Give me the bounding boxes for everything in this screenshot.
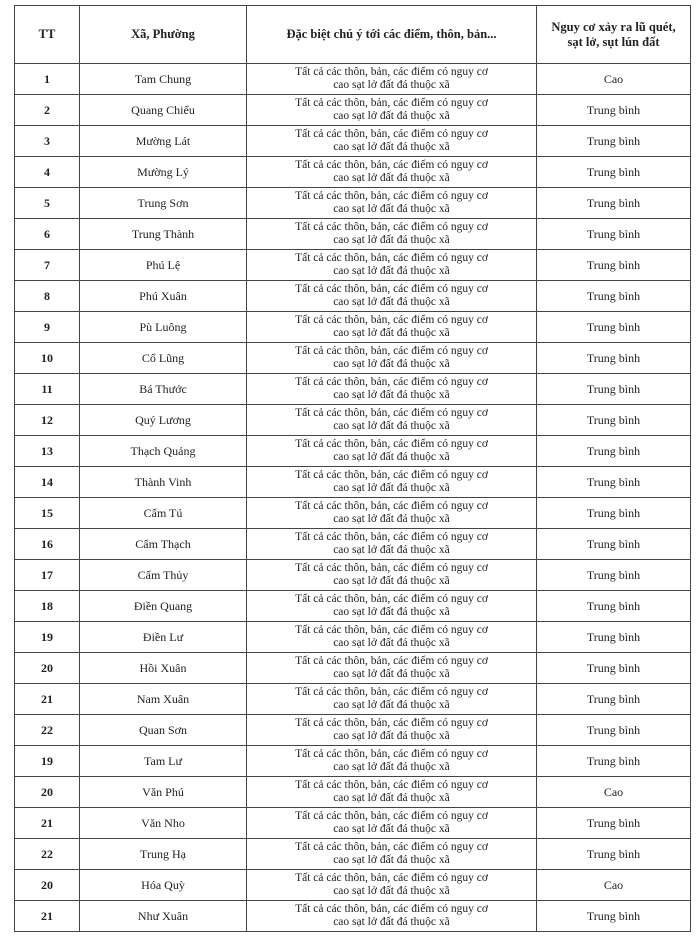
description-line-1: Tất cả các thôn, bản, các điểm có nguy cơ (295, 190, 488, 202)
commune-name: Như Xuân (80, 901, 247, 932)
row-number: 14 (15, 467, 80, 498)
row-description (247, 529, 537, 560)
description-line-2: cao sạt lở đất đá thuộc xã (333, 265, 450, 277)
commune-name: Trung Hạ (80, 839, 247, 870)
commune-name: Hồi Xuân (80, 653, 247, 684)
description-line-1: Tất cả các thôn, bản, các điểm có nguy cơ (295, 717, 488, 729)
commune-name: Mường Lý (80, 157, 247, 188)
risk-level: Trung bình (537, 808, 691, 839)
table-row (15, 591, 691, 622)
description-line-2: cao sạt lở đất đá thuộc xã (333, 358, 450, 370)
commune-name: Nam Xuân (80, 684, 247, 715)
description-line-2: cao sạt lở đất đá thuộc xã (333, 823, 450, 835)
risk-level: Trung bình (537, 219, 691, 250)
description-line-1: Tất cả các thôn, bản, các điểm có nguy cơ (295, 624, 488, 636)
commune-name: Thạch Quảng (80, 436, 247, 467)
table-row (15, 870, 691, 901)
description-line-2: cao sạt lở đất đá thuộc xã (333, 79, 450, 91)
description-line-2: cao sạt lở đất đá thuộc xã (333, 482, 450, 494)
risk-level: Trung bình (537, 126, 691, 157)
description-line-2: cao sạt lở đất đá thuộc xã (333, 575, 450, 587)
commune-name: Thành Vinh (80, 467, 247, 498)
row-number: 18 (15, 591, 80, 622)
description-line-1: Tất cả các thôn, bản, các điểm có nguy cơ (295, 779, 488, 791)
table-row (15, 498, 691, 529)
description-line-1: Tất cả các thôn, bản, các điểm có nguy cơ (295, 159, 488, 171)
description-line-1: Tất cả các thôn, bản, các điểm có nguy cơ (295, 66, 488, 78)
commune-name: Phú Xuân (80, 281, 247, 312)
description-line-1: Tất cả các thôn, bản, các điểm có nguy cơ (295, 841, 488, 853)
row-description (247, 281, 537, 312)
row-number: 21 (15, 808, 80, 839)
row-description (247, 64, 537, 95)
commune-name: Cẩm Thạch (80, 529, 247, 560)
row-number: 20 (15, 870, 80, 901)
row-number: 13 (15, 436, 80, 467)
risk-level: Trung bình (537, 312, 691, 343)
row-number: 6 (15, 219, 80, 250)
description-line-2: cao sạt lở đất đá thuộc xã (333, 389, 450, 401)
row-description (247, 560, 537, 591)
risk-level: Trung bình (537, 591, 691, 622)
description-line-1: Tất cả các thôn, bản, các điểm có nguy cơ (295, 283, 488, 295)
row-number: 20 (15, 777, 80, 808)
row-description (247, 777, 537, 808)
row-description (247, 498, 537, 529)
risk-level: Trung bình (537, 622, 691, 653)
row-number: 7 (15, 250, 80, 281)
header-risk (537, 6, 691, 64)
row-number: 2 (15, 95, 80, 126)
description-line-2: cao sạt lở đất đá thuộc xã (333, 172, 450, 184)
row-number: 20 (15, 653, 80, 684)
commune-name: Trung Thành (80, 219, 247, 250)
commune-name: Điền Quang (80, 591, 247, 622)
table-row (15, 715, 691, 746)
table-row (15, 808, 691, 839)
description-line-1: Tất cả các thôn, bản, các điểm có nguy cơ (295, 407, 488, 419)
landslide-risk-table (14, 5, 691, 932)
row-description (247, 250, 537, 281)
table-row (15, 188, 691, 219)
risk-level: Trung bình (537, 281, 691, 312)
commune-name: Mường Lát (80, 126, 247, 157)
risk-level: Trung bình (537, 436, 691, 467)
commune-name: Bá Thước (80, 374, 247, 405)
risk-level: Trung bình (537, 653, 691, 684)
row-number: 22 (15, 715, 80, 746)
description-line-1: Tất cả các thôn, bản, các điểm có nguy cơ (295, 686, 488, 698)
description-line-2: cao sạt lở đất đá thuộc xã (333, 792, 450, 804)
description-line-2: cao sạt lở đất đá thuộc xã (333, 668, 450, 680)
row-number: 19 (15, 746, 80, 777)
row-description (247, 622, 537, 653)
table-row (15, 281, 691, 312)
risk-level: Trung bình (537, 95, 691, 126)
commune-name: Cẩm Tú (80, 498, 247, 529)
table-row (15, 405, 691, 436)
row-number: 12 (15, 405, 80, 436)
table-row (15, 157, 691, 188)
description-line-1: Tất cả các thôn, bản, các điểm có nguy cơ (295, 221, 488, 233)
risk-level: Cao (537, 64, 691, 95)
row-description (247, 343, 537, 374)
risk-level: Trung bình (537, 560, 691, 591)
risk-level: Cao (537, 870, 691, 901)
commune-name: Quan Sơn (80, 715, 247, 746)
description-line-2: cao sạt lở đất đá thuộc xã (333, 420, 450, 432)
row-number: 1 (15, 64, 80, 95)
row-description (247, 219, 537, 250)
commune-name: Hóa Quỳ (80, 870, 247, 901)
description-line-2: cao sạt lở đất đá thuộc xã (333, 699, 450, 711)
description-line-1: Tất cả các thôn, bản, các điểm có nguy cơ (295, 438, 488, 450)
row-description (247, 157, 537, 188)
table-row (15, 219, 691, 250)
row-description (247, 684, 537, 715)
description-line-2: cao sạt lở đất đá thuộc xã (333, 885, 450, 897)
description-line-2: cao sạt lở đất đá thuộc xã (333, 451, 450, 463)
row-number: 16 (15, 529, 80, 560)
risk-table-container (14, 5, 691, 932)
description-line-2: cao sạt lở đất đá thuộc xã (333, 606, 450, 618)
table-header-row (15, 6, 691, 64)
table-row (15, 684, 691, 715)
row-number: 5 (15, 188, 80, 219)
risk-level: Trung bình (537, 746, 691, 777)
description-line-1: Tất cả các thôn, bản, các điểm có nguy cơ (295, 376, 488, 388)
description-line-1: Tất cả các thôn, bản, các điểm có nguy cơ (295, 531, 488, 543)
risk-level: Trung bình (537, 250, 691, 281)
description-line-2: cao sạt lở đất đá thuộc xã (333, 513, 450, 525)
risk-level: Trung bình (537, 188, 691, 219)
description-line-1: Tất cả các thôn, bản, các điểm có nguy cơ (295, 345, 488, 357)
table-row (15, 653, 691, 684)
risk-level: Trung bình (537, 405, 691, 436)
description-line-1: Tất cả các thôn, bản, các điểm có nguy cơ (295, 655, 488, 667)
table-row (15, 374, 691, 405)
description-line-1: Tất cả các thôn, bản, các điểm có nguy cơ (295, 97, 488, 109)
table-row (15, 64, 691, 95)
row-number: 8 (15, 281, 80, 312)
commune-name: Quang Chiểu (80, 95, 247, 126)
table-row (15, 777, 691, 808)
description-line-1: Tất cả các thôn, bản, các điểm có nguy cơ (295, 252, 488, 264)
row-description (247, 715, 537, 746)
row-number: 21 (15, 684, 80, 715)
row-description (247, 839, 537, 870)
commune-name: Điền Lư (80, 622, 247, 653)
description-line-2: cao sạt lở đất đá thuộc xã (333, 110, 450, 122)
description-line-1: Tất cả các thôn, bản, các điểm có nguy cơ (295, 562, 488, 574)
description-line-2: cao sạt lở đất đá thuộc xã (333, 730, 450, 742)
row-description (247, 870, 537, 901)
table-row (15, 467, 691, 498)
description-line-1: Tất cả các thôn, bản, các điểm có nguy cơ (295, 469, 488, 481)
table-row (15, 126, 691, 157)
table-row (15, 436, 691, 467)
row-description (247, 95, 537, 126)
risk-level: Trung bình (537, 715, 691, 746)
commune-name: Phú Lệ (80, 250, 247, 281)
description-line-2: cao sạt lở đất đá thuộc xã (333, 544, 450, 556)
description-line-2: cao sạt lở đất đá thuộc xã (333, 854, 450, 866)
description-line-1: Tất cả các thôn, bản, các điểm có nguy cơ (295, 314, 488, 326)
row-description (247, 808, 537, 839)
row-description (247, 746, 537, 777)
row-number: 15 (15, 498, 80, 529)
commune-name: Tam Lư (80, 746, 247, 777)
table-row (15, 622, 691, 653)
row-description (247, 591, 537, 622)
description-line-1: Tất cả các thôn, bản, các điểm có nguy cơ (295, 593, 488, 605)
risk-level: Cao (537, 777, 691, 808)
description-line-2: cao sạt lở đất đá thuộc xã (333, 761, 450, 773)
risk-level: Trung bình (537, 684, 691, 715)
row-number: 19 (15, 622, 80, 653)
risk-level: Trung bình (537, 467, 691, 498)
risk-level: Trung bình (537, 343, 691, 374)
row-description (247, 901, 537, 932)
description-line-1: Tất cả các thôn, bản, các điểm có nguy cơ (295, 748, 488, 760)
description-line-2: cao sạt lở đất đá thuộc xã (333, 916, 450, 928)
header-risk-text: Nguy cơ xảy ra lũ quét, sạt lở, sụt lún đất (551, 19, 676, 49)
table-row (15, 250, 691, 281)
row-number: 4 (15, 157, 80, 188)
risk-level: Trung bình (537, 529, 691, 560)
header-commune: Xã, Phường (80, 6, 247, 64)
table-row (15, 746, 691, 777)
risk-level: Trung bình (537, 839, 691, 870)
description-line-1: Tất cả các thôn, bản, các điểm có nguy cơ (295, 500, 488, 512)
description-line-2: cao sạt lở đất đá thuộc xã (333, 327, 450, 339)
row-number: 11 (15, 374, 80, 405)
table-row (15, 312, 691, 343)
commune-name: Quý Lương (80, 405, 247, 436)
row-description (247, 126, 537, 157)
row-description (247, 405, 537, 436)
commune-name: Pù Luông (80, 312, 247, 343)
row-number: 10 (15, 343, 80, 374)
row-description (247, 653, 537, 684)
commune-name: Cổ Lũng (80, 343, 247, 374)
risk-level: Trung bình (537, 374, 691, 405)
table-row (15, 343, 691, 374)
description-line-2: cao sạt lở đất đá thuộc xã (333, 296, 450, 308)
row-description (247, 188, 537, 219)
header-tt: TT (15, 6, 80, 64)
description-line-1: Tất cả các thôn, bản, các điểm có nguy cơ (295, 810, 488, 822)
table-row (15, 95, 691, 126)
commune-name: Văn Phú (80, 777, 247, 808)
description-line-2: cao sạt lở đất đá thuộc xã (333, 141, 450, 153)
description-line-2: cao sạt lở đất đá thuộc xã (333, 234, 450, 246)
row-description (247, 374, 537, 405)
table-row (15, 529, 691, 560)
risk-level: Trung bình (537, 901, 691, 932)
table-row (15, 560, 691, 591)
description-line-1: Tất cả các thôn, bản, các điểm có nguy cơ (295, 903, 488, 915)
commune-name: Tam Chung (80, 64, 247, 95)
risk-level: Trung bình (537, 157, 691, 188)
row-description (247, 312, 537, 343)
risk-level: Trung bình (537, 498, 691, 529)
row-number: 9 (15, 312, 80, 343)
header-note: Đặc biệt chú ý tới các điểm, thôn, bản... (247, 6, 537, 64)
description-line-1: Tất cả các thôn, bản, các điểm có nguy cơ (295, 128, 488, 140)
description-line-1: Tất cả các thôn, bản, các điểm có nguy cơ (295, 872, 488, 884)
commune-name: Văn Nho (80, 808, 247, 839)
table-row (15, 839, 691, 870)
description-line-2: cao sạt lở đất đá thuộc xã (333, 637, 450, 649)
row-description (247, 436, 537, 467)
description-line-2: cao sạt lở đất đá thuộc xã (333, 203, 450, 215)
commune-name: Cẩm Thủy (80, 560, 247, 591)
table-body (15, 64, 691, 932)
row-description (247, 467, 537, 498)
row-number: 22 (15, 839, 80, 870)
commune-name: Trung Sơn (80, 188, 247, 219)
row-number: 3 (15, 126, 80, 157)
row-number: 17 (15, 560, 80, 591)
table-row (15, 901, 691, 932)
row-number: 21 (15, 901, 80, 932)
